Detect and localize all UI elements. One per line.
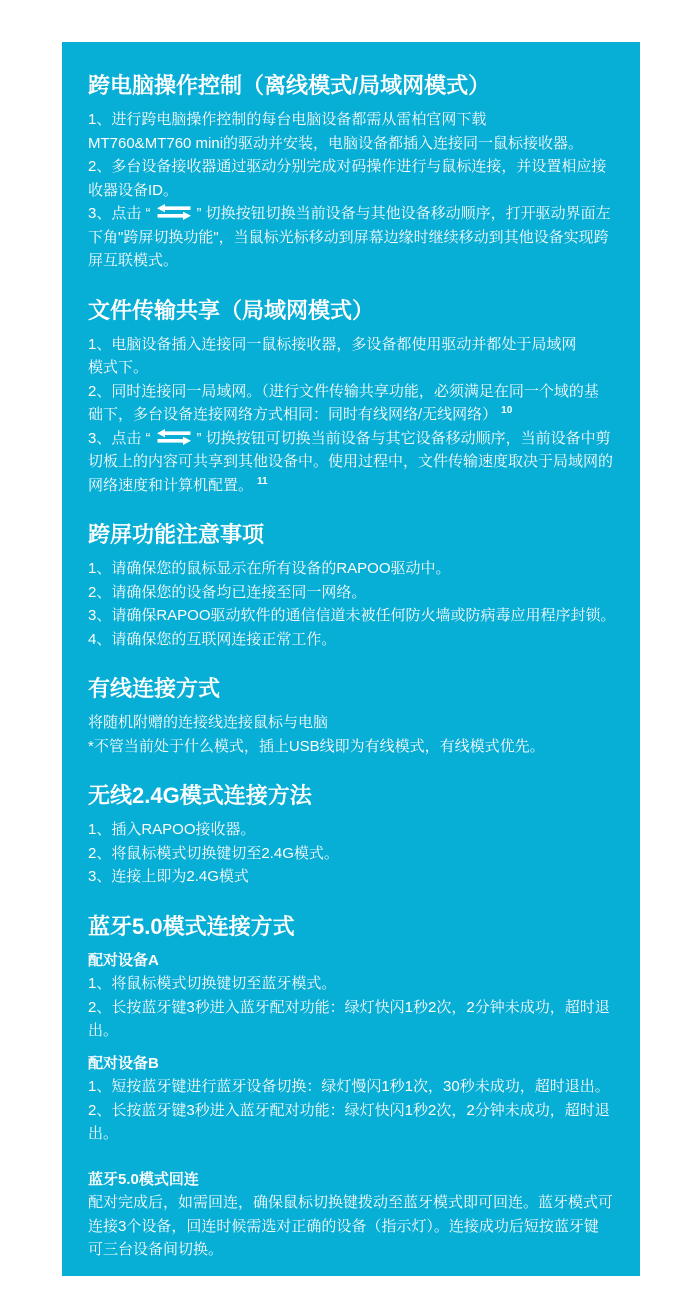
section-title: 跨电脑操作控制（离线模式/局域网模式） — [88, 73, 491, 98]
section-file-transfer-sharing — [88, 297, 616, 498]
body-line: 出。 — [88, 1022, 119, 1039]
body-line: 1、插入RAPOO接收器。 — [88, 821, 256, 838]
body-line: 收器设备ID。 — [88, 181, 179, 199]
body-line: 1、短按蓝牙键进行蓝牙设备切换：绿灯慢闪1秒1次，30秒未成功，超时退出。 — [88, 1078, 610, 1095]
body-line: 3、请确保RAPOO驱动软件的通信信道未被任何防火墙或防病毒应用程序封锁。 — [88, 607, 616, 624]
body-line: 1、电脑设备插入连接同一鼠标接收器，多设备都使用驱动并都处于局域网 — [88, 335, 577, 353]
body-line: 1、将鼠标模式切换键切至蓝牙模式。 — [88, 975, 337, 992]
body-line: 4、请确保您的互联网连接正常工作。 — [88, 630, 337, 648]
section-title: 文件传输共享（局域网模式） — [88, 297, 375, 323]
body-line: 将随机附赠的连接线连接鼠标与电脑 — [88, 714, 329, 731]
body-line: MT760&MT760 mini的驱动并安装，电脑设备都插入连接同一鼠标接收器。 — [88, 134, 584, 152]
body-line: *不管当前处于什么模式，插上USB线即为有线模式，有线模式优先。 — [88, 737, 545, 755]
body-line: 2、将鼠标模式切换键切至2.4G模式。 — [88, 844, 339, 862]
body-line: 3、连接上即为2.4G模式 — [88, 868, 249, 885]
section-title: 有线连接方式 — [88, 676, 221, 701]
body-line: 屏互联模式。 — [88, 252, 179, 269]
body-line-with-footnote — [88, 403, 616, 427]
section-title: 蓝牙5.0模式连接方式 — [88, 913, 295, 939]
body-line-with-icon — [88, 427, 616, 451]
swap-arrows-icon — [157, 204, 191, 220]
group-bluetooth-reconnect — [88, 1168, 616, 1262]
footnote-superscript: 11 — [257, 475, 268, 487]
subsection-title: 蓝牙5.0模式回连 — [88, 1170, 199, 1188]
section-cross-screen-notes — [88, 521, 616, 651]
subsection-title: 配对设备B — [88, 1054, 159, 1072]
body-text: 3、点击 “ — [88, 429, 151, 447]
body-text: 础下，多台设备连接网络方式相同：同时有线网络/无线网络） — [88, 406, 498, 423]
manual-panel — [62, 42, 640, 1276]
body-text: ” 切换按钮可切换当前设备与其它设备移动顺序，当前设备中剪 — [196, 429, 611, 447]
body-line: 1、进行跨电脑操作控制的每台电脑设备都需从雷柏官网下载 — [88, 111, 487, 128]
body-line: 2、长按蓝牙键3秒进入蓝牙配对功能：绿灯快闪1秒2次，2分钟未成功，超时退 — [88, 998, 610, 1016]
body-line-with-icon — [88, 202, 616, 226]
body-line: 2、多台设备接收器通过驱动分别完成对码操作进行与鼠标连接，并设置相应接 — [88, 158, 607, 175]
group-pair-device-b — [88, 1052, 616, 1146]
body-text: 网络速度和计算机配置。 — [88, 476, 254, 494]
body-line: 切板上的内容可共享到其他设备中。使用过程中，文件传输速度取决于局域网的 — [88, 453, 614, 470]
body-line: 配对完成后，如需回连，确保鼠标切换键拨动至蓝牙模式即可回连。蓝牙模式可 — [88, 1194, 614, 1211]
subsection-title: 配对设备A — [88, 951, 159, 969]
body-text: ” 切换按钮切换当前设备与其他设备移动顺序，打开驱动界面左 — [196, 205, 611, 222]
body-line: 出。 — [88, 1125, 119, 1142]
body-line: 1、请确保您的鼠标显示在所有设备的RAPOO驱动中。 — [88, 560, 451, 577]
body-line: 2、请确保您的设备均已连接至同一网络。 — [88, 583, 367, 601]
section-wired-connection — [88, 675, 616, 758]
section-cross-computer-control — [88, 72, 616, 273]
body-text: 3、点击 “ — [88, 205, 151, 222]
footnote-superscript: 10 — [501, 405, 513, 416]
section-title: 无线2.4G模式连接方法 — [88, 783, 312, 808]
body-line: 可三台设备间切换。 — [88, 1241, 224, 1258]
group-pair-device-a — [88, 949, 616, 1043]
body-line: 下角"跨屏切换功能"，当鼠标光标移动到屏幕边缘时继续移动到其他设备实现跨 — [88, 228, 609, 246]
swap-arrows-icon — [157, 429, 191, 445]
section-title: 跨屏功能注意事项 — [88, 522, 265, 547]
body-line: 连接3个设备，回连时候需选对正确的设备（指示灯）。连接成功后短按蓝牙键 — [88, 1217, 599, 1235]
body-line: 2、长按蓝牙键3秒进入蓝牙配对功能：绿灯快闪1秒2次，2分钟未成功，超时退 — [88, 1101, 610, 1119]
section-wireless-24g — [88, 782, 616, 889]
body-line-with-footnote — [88, 474, 616, 498]
body-line: 模式下。 — [88, 359, 149, 376]
section-bluetooth-50 — [88, 913, 616, 1262]
body-line: 2、同时连接同一局域网。（进行文件传输共享功能，必须满足在同一个域的基 — [88, 382, 599, 400]
